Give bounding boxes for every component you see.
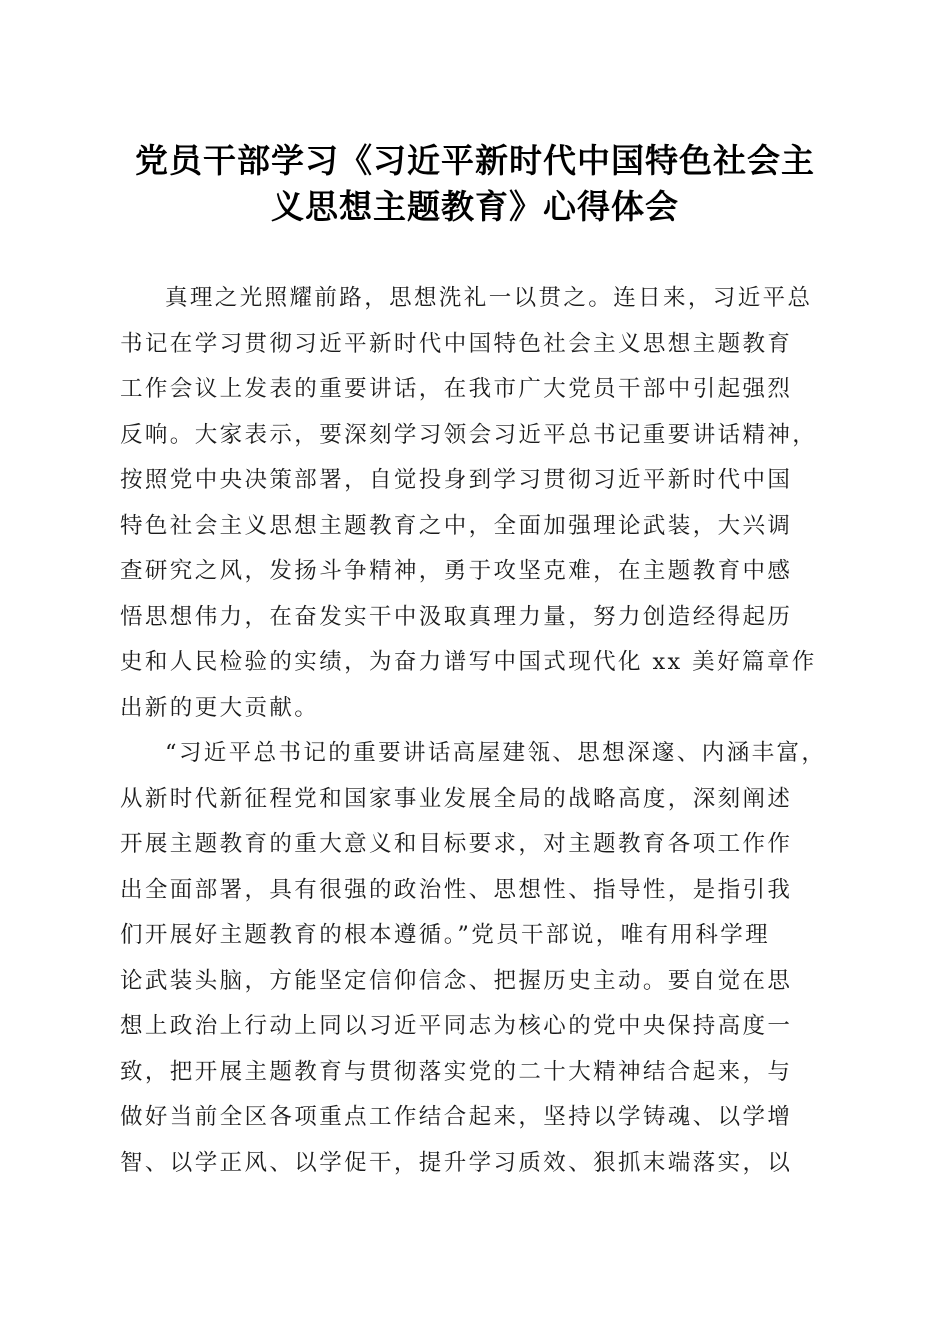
paragraph-line: 论武装头脑，方能坚定信仰信念、把握历史主动。要自觉在思 [120, 967, 793, 994]
paragraph-line: 致，把开展主题教育与贯彻落实党的二十大精神结合起来，与 [120, 1058, 793, 1085]
paragraph-line: 反响。大家表示，要深刻学习领会习近平总书记重要讲话精神， [120, 421, 818, 448]
paragraph-1 [120, 276, 832, 731]
paragraph-line: 们开展好主题教育的根本遵循。”党员干部说，唯有用科学理 [120, 922, 771, 948]
document-title [100, 138, 850, 230]
paragraph-line: 史和人民检验的实绩，为奋力谱写中国式现代化 xx 美好篇章作 [120, 649, 817, 675]
paragraph-line: 查研究之风，发扬斗争精神，勇于攻坚克难，在主题教育中感 [120, 558, 793, 584]
title-line-2: 义思想主题教育》心得体会 [271, 187, 679, 226]
paragraph-line: 出全面部署，具有很强的政治性、思想性、指导性，是指引我 [120, 876, 793, 903]
paragraph-line: 工作会议上发表的重要讲话，在我市广大党员干部中引起强烈 [120, 376, 793, 402]
paragraph-line: 做好当前全区各项重点工作结合起来，坚持以学铸魂、以学增 [120, 1104, 793, 1130]
title-line-1: 党员干部学习《习近平新时代中国特色社会主 [135, 141, 815, 180]
paragraph-line: 想上政治上行动上同以习近平同志为核心的党中央保持高度一 [120, 1013, 793, 1039]
paragraph-line: 开展主题教育的重大意义和目标要求，对主题教育各项工作作 [120, 831, 793, 857]
paragraph-line: “习近平总书记的重要讲话高屋建瓴、思想深邃、内涵丰富， [165, 740, 827, 766]
paragraph-line: 出新的更大贡献。 [120, 694, 320, 721]
paragraph-line: 真理之光照耀前路，思想洗礼一以贯之。连日来，习近平总 [165, 285, 813, 311]
paragraph-line: 按照党中央决策部署，自觉投身到学习贯彻习近平新时代中国 [120, 467, 793, 493]
paragraph-line: 智、以学正风、以学促干，提升学习质效、狠抓末端落实，以 [120, 1149, 793, 1176]
document-body [120, 276, 832, 1186]
paragraph-line: 悟思想伟力，在奋发实干中汲取真理力量，努力创造经得起历 [120, 603, 793, 630]
paragraph-line: 特色社会主义思想主题教育之中，全面加强理论武装，大兴调 [120, 512, 793, 539]
paragraph-line: 从新时代新征程党和国家事业发展全局的战略高度，深刻阐述 [120, 785, 793, 812]
paragraph-line: 书记在学习贯彻习近平新时代中国特色社会主义思想主题教育 [120, 330, 793, 357]
paragraph-2 [120, 731, 832, 1186]
